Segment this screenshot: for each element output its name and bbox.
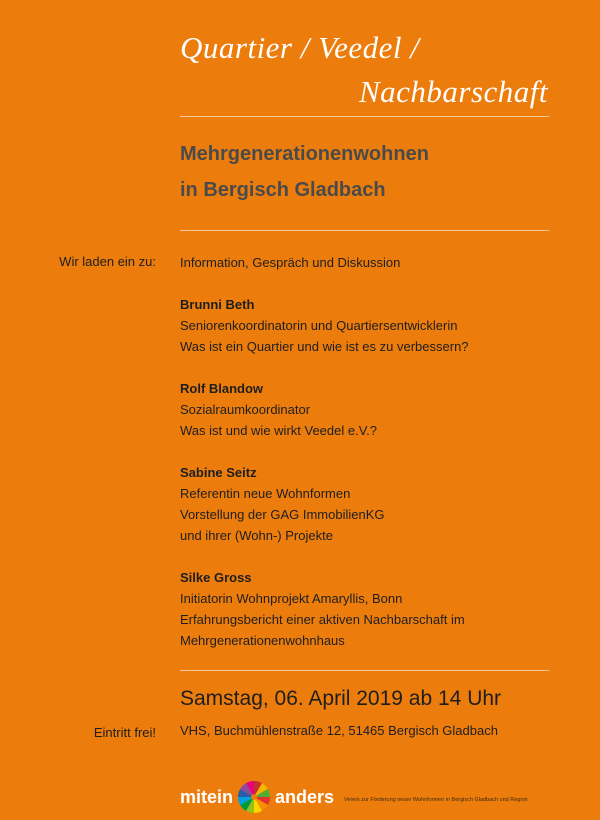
speaker-detail: Mehrgenerationenwohnhaus <box>180 633 345 648</box>
subtitle-line-2: in Bergisch Gladbach <box>180 179 386 201</box>
speaker-name: Sabine Seitz <box>180 465 257 480</box>
color-wheel-icon <box>237 780 271 814</box>
program-intro: Information, Gespräch und Diskussion <box>180 255 401 270</box>
speaker-name: Silke Gross <box>180 570 252 585</box>
speaker-detail: Sozialraumkoordinator <box>180 402 311 417</box>
divider-bottom <box>180 670 549 671</box>
program-content <box>180 252 580 672</box>
speaker-detail: Referentin neue Wohnformen <box>180 486 351 501</box>
organizer-logo <box>180 780 528 814</box>
divider-top <box>180 116 549 117</box>
speaker-detail: Was ist und wie wirkt Veedel e.V.? <box>180 423 378 438</box>
logo-text-right: anders <box>275 786 335 807</box>
speaker-name: Brunni Beth <box>180 297 255 312</box>
speaker-detail: Was ist ein Quartier und wie ist es zu verbessern? <box>180 339 469 354</box>
speaker-list <box>180 294 580 651</box>
speaker-detail: Seniorenkoordinatorin und Quartiersentwicklerin <box>180 318 458 333</box>
entry-label: Eintritt frei! <box>93 725 156 740</box>
speaker-detail: und ihrer (Wohn-) Projekte <box>180 528 333 543</box>
divider-middle <box>180 230 549 231</box>
speaker-block <box>180 294 580 357</box>
poster-title <box>180 26 552 114</box>
event-venue: VHS, Buchmühlenstraße 12, 51465 Bergisch Gladbach <box>180 723 498 738</box>
speaker-detail: Vorstellung der GAG ImmobilienKG <box>180 507 385 522</box>
speaker-name: Rolf Blandow <box>180 381 264 396</box>
speaker-detail: Initiatorin Wohnprojekt Amaryllis, Bonn <box>180 591 403 606</box>
title-line-1: Quartier / Veedel / <box>180 30 420 65</box>
speaker-block <box>180 567 580 651</box>
logo-text-left: mitein <box>180 786 234 807</box>
invite-label: Wir laden ein zu: <box>59 254 156 269</box>
speaker-block <box>180 462 580 546</box>
organizer-tagline: Verein zur Förderung neuer Wohnformen in Bergisch Gladbach und Region <box>344 797 528 803</box>
speaker-detail: Erfahrungsbericht einer aktiven Nachbarschaft im <box>180 612 465 627</box>
event-date: Samstag, 06. April 2019 ab 14 Uhr <box>180 687 502 710</box>
speaker-block <box>180 378 580 441</box>
poster-subtitle <box>180 136 560 208</box>
title-line-2: Nachbarschaft <box>358 74 548 109</box>
subtitle-line-1: Mehrgenerationenwohnen <box>180 143 429 165</box>
